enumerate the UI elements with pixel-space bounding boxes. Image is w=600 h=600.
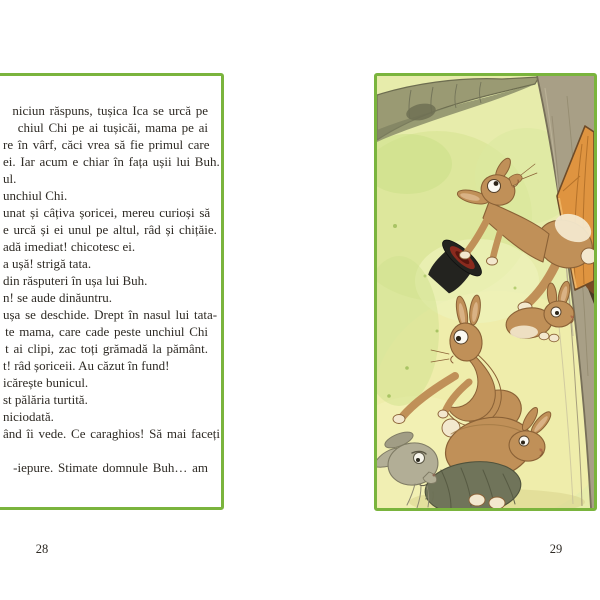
- text-line: t! râd șoriceii. Au căzut în fund!: [3, 358, 170, 373]
- text-line: ul.: [3, 171, 17, 186]
- story-text: [3, 102, 220, 476]
- text-line: din răsputeri în ușa lui Buh.: [3, 273, 148, 288]
- text-line: n! se aude dinăuntru.: [3, 290, 113, 305]
- text-line: niciodată.: [3, 409, 54, 424]
- text-line: unchiul Chi.: [3, 188, 68, 203]
- rabbit-eye: [488, 180, 501, 193]
- grandpa-eye: [414, 453, 425, 464]
- rabbit-eye: [454, 330, 468, 344]
- left-page-frame: [0, 73, 224, 510]
- text-line: -iepure. Stimate domnule Buh… am: [13, 460, 208, 475]
- text-line: te mama, care cade peste unchiul Chi: [5, 324, 208, 339]
- text-line: icărește bunicul.: [3, 375, 89, 390]
- text-line: e urcă și ei unul pe altul, râd și chițăie.: [3, 222, 217, 237]
- right-page-frame: [374, 73, 597, 511]
- text-line: a ușă! strigă tata.: [3, 256, 92, 271]
- text-line: ușa se deschide. Drept în nasul lui tata-: [3, 307, 218, 322]
- page-number-left: 28: [35, 542, 49, 556]
- text-line: niciun răspuns, tușica Ica se urcă pe: [12, 103, 208, 118]
- text-line: adă imediat! chicotesc ei.: [3, 239, 136, 254]
- page-number-right: 29: [549, 542, 563, 556]
- text-line: unat și câțiva șoricei, mereu curioși să: [3, 205, 211, 220]
- text-line: t ai clipi, zac toți grămadă la pământ.: [5, 341, 208, 356]
- text-line: re în vârf, căci vrea să fie primul care: [3, 137, 210, 152]
- text-line: ând îi vede. Ce caraghios! Să mai faceți: [3, 426, 220, 441]
- illustration: [377, 76, 594, 508]
- text-line: [3, 442, 208, 459]
- text-line: chiul Chi pe ai tușicăi, mama pe ai: [17, 120, 208, 135]
- text-line: st pălăria turtită.: [3, 392, 88, 407]
- text-line: ei. Iar acum e chiar în fața ușii lui Buh.: [3, 154, 220, 169]
